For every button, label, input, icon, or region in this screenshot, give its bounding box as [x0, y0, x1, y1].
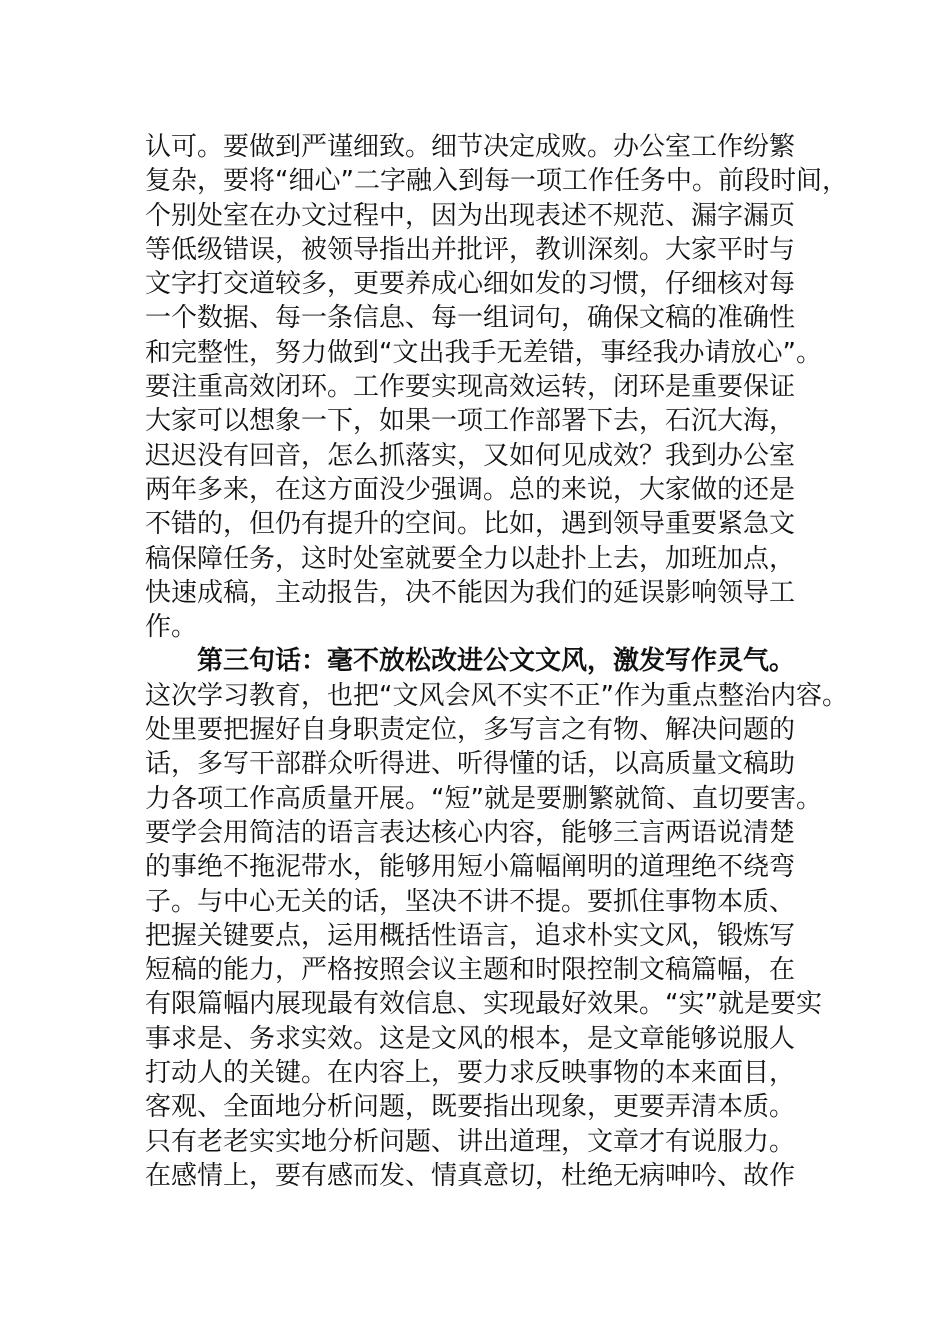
text-line: 大家可以想象一下，如果一项工作部署下去，石沉大海，: [145, 406, 796, 437]
text-line: 要注重高效闭环。工作要实现高效运转，闭环是重要保证: [145, 372, 796, 403]
text-line: 复杂，要将“细心”二字融入到每一项工作任务中。前段时间，: [145, 166, 848, 197]
text-line: 只有老老实实地分析问题、讲出道理，文章才有说服力。: [145, 1126, 796, 1157]
text-line: 个别处室在办文过程中，因为出现表述不规范、漏字漏页: [145, 200, 796, 231]
text-line: 等低级错误，被领导指出并批评，教训深刻。大家平时与: [145, 234, 796, 265]
text-line: 两年多来，在这方面没少强调。总的来说，大家做的还是: [145, 474, 796, 505]
text-line: 客观、全面地分析问题，既要指出现象，更要弄清本质。: [145, 1092, 796, 1123]
text-line: 处里要把握好自身职责定位，多写言之有物、解决问题的: [145, 715, 796, 746]
text-line: 短稿的能力，严格按照会议主题和时限控制文稿篇幅，在: [145, 955, 796, 986]
text-line: 迟迟没有回音，怎么抓落实，又如何见成效？我到办公室: [145, 440, 796, 471]
text-line: 事求是、务求实效。这是文风的根本，是文章能够说服人: [145, 1023, 796, 1054]
text-line: 不错的，但仍有提升的空间。比如，遇到领导重要紧急文: [145, 509, 796, 540]
text-line: 认可。要做到严谨细致。细节决定成败。办公室工作纷繁: [145, 132, 796, 162]
text-line: 这次学习教育，也把“文风会风不实不正”作为重点整治内容。: [145, 680, 848, 711]
text-line: 稿保障任务，这时处室就要全力以赴扑上去，加班加点，: [145, 543, 796, 574]
text-line: 要学会用简洁的语言表达核心内容，能够三言两语说清楚: [145, 817, 796, 848]
text-line: 的事绝不拖泥带水，能够用短小篇幅阐明的道理绝不绕弯: [145, 852, 796, 883]
text-line: 有限篇幅内展现最有效信息、实现最好效果。“实”就是要实: [145, 989, 822, 1020]
text-line: 力各项工作高质量开展。“短”就是要删繁就简、直切要害。: [145, 783, 822, 814]
text-line: 和完整性，努力做到“文出我手无差错，事经我办请放心”。: [145, 337, 822, 368]
text-line: 作。: [145, 612, 198, 643]
text-line: 一个数据、每一条信息、每一组词句，确保文稿的准确性: [145, 303, 796, 334]
text-line: 快速成稿，主动报告，决不能因为我们的延误影响领导工: [145, 577, 796, 608]
body-text: [145, 130, 848, 1193]
section-heading: 第三句话：毫不放松改进公文文风，激发写作灵气。: [197, 646, 796, 677]
text-line: 把握关键要点，运用概括性语言，追求朴实文风，锻炼写: [145, 920, 796, 951]
text-line: 话，多写干部群众听得进、听得懂的话，以高质量文稿助: [145, 749, 796, 780]
text-line: 文字打交道较多，更要养成心细如发的习惯，仔细核对每: [145, 269, 796, 300]
text-line: 打动人的关键。在内容上，要力求反映事物的本来面目，: [145, 1058, 796, 1089]
text-line: 在感情上，要有感而发、情真意切，杜绝无病呻吟、故作: [145, 1160, 796, 1191]
text-line: 子。与中心无关的话，坚决不讲不提。要抓住事物本质、: [145, 886, 796, 917]
